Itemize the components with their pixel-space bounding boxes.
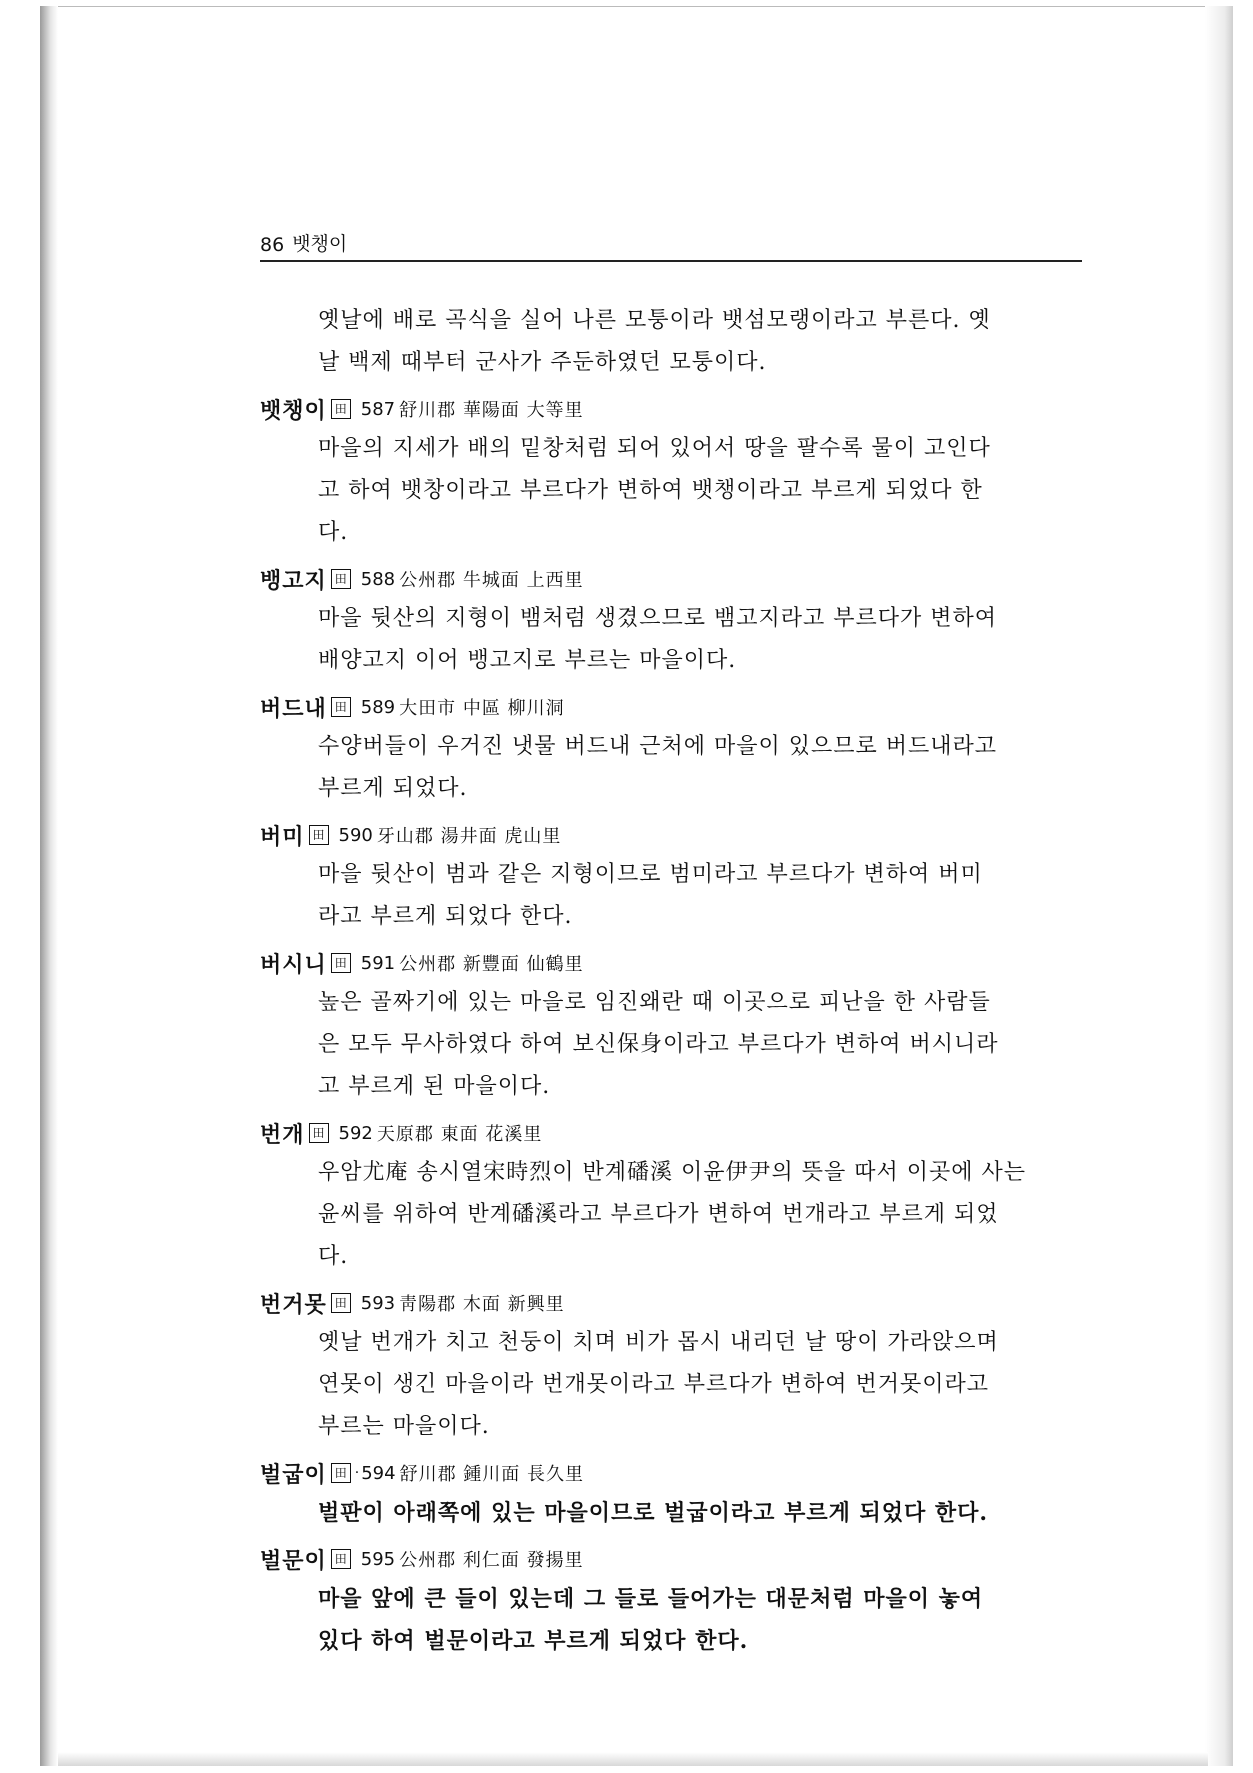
entry: [260, 1454, 1082, 1534]
village-marker-icon: 田: [331, 953, 351, 973]
entry-heading: [260, 688, 1082, 726]
entry-number: 592: [338, 1122, 373, 1144]
entry: [260, 1114, 1082, 1278]
village-marker-icon: 田: [331, 1463, 351, 1483]
entry-heading: [260, 390, 1082, 428]
body-line: 벌판이 아래쪽에 있는 마을이므로 벌굽이라고 부르게 되었다 한다.: [318, 1500, 989, 1526]
running-header: [260, 228, 1082, 262]
entry-place: 大田市 中區 柳川洞: [399, 698, 565, 719]
body-line: 라고 부르게 되었다 한다.: [318, 904, 573, 929]
entry-number: 595: [360, 1548, 396, 1570]
body-line: 다.: [318, 1244, 349, 1269]
entry-heading: [260, 944, 1082, 982]
entry-place: 公州郡 新豐面 仙鶴里: [399, 954, 584, 975]
body-line: 마을 뒷산의 지형이 뱀처럼 생겼으므로 뱀고지라고 부르다가 변하여: [318, 606, 998, 631]
village-marker-icon: 田: [331, 569, 351, 589]
running-title: 뱃챙이: [292, 233, 348, 255]
body-line: 마을의 지세가 배의 밑창처럼 되어 있어서 땅을 팔수록 물이 고인다: [318, 436, 991, 461]
entry-number: 587: [360, 398, 396, 420]
entry-heading: [260, 560, 1082, 598]
entry-place: 舒川郡 鍾川面 長久里: [399, 1464, 585, 1485]
body-line: 은 모두 무사하였다 하여 보신保身이라고 부르다가 변하여 버시니라: [318, 1032, 999, 1057]
page-number: 86: [260, 234, 285, 256]
entry: [260, 1540, 1082, 1662]
entry-number: 589: [360, 696, 396, 718]
entry: [260, 816, 1082, 938]
entry: [260, 944, 1082, 1108]
body-line: 있다 하여 벌문이라고 부르게 되었다 한다.: [318, 1628, 749, 1654]
body-line: 부르게 되었다.: [318, 776, 468, 801]
body-line: 높은 골짜기에 있는 마을로 임진왜란 때 이곳으로 피난을 한 사람들: [318, 990, 991, 1015]
village-marker-icon: 田: [309, 825, 329, 845]
village-marker-icon: 田: [331, 697, 351, 717]
village-marker-icon: 田: [331, 1549, 351, 1569]
entry-number: 590: [338, 824, 373, 846]
entry: [260, 390, 1082, 554]
entry-term: 버드내: [260, 696, 327, 722]
page-edge-right: [1205, 6, 1233, 1766]
body-line: 고 부르게 된 마을이다.: [318, 1074, 551, 1099]
intro-paragraph: [260, 300, 1082, 384]
body-line: 다.: [318, 520, 349, 545]
dictionary-content: [260, 300, 1082, 1662]
entry-term: 번개: [260, 1122, 305, 1148]
body-line: 옛날 번개가 치고 천둥이 치며 비가 몹시 내리던 날 땅이 가라앉으며: [318, 1330, 999, 1355]
entry-place: 牙山郡 湯井面 虎山里: [376, 826, 562, 847]
entry-term: 벌굽이: [260, 1462, 327, 1488]
body-line: 우암尤庵 송시열宋時烈이 반계磻溪 이윤伊尹의 뜻을 따서 이곳에 사는: [318, 1160, 1026, 1185]
body-line: 윤씨를 위하여 반계磻溪라고 부르다가 변하여 번개라고 부르게 되었: [318, 1202, 999, 1227]
dot-mark: ·: [354, 1465, 360, 1481]
body-line: 부르는 마을이다.: [318, 1414, 490, 1439]
page-edge-bottom: [58, 1752, 1208, 1766]
entry: [260, 1284, 1082, 1448]
entry-heading: [260, 816, 1082, 854]
entry-number: 588: [360, 568, 396, 590]
entry-term: 버미: [260, 824, 305, 850]
entry-term: 뱅고지: [260, 568, 327, 594]
entry-place: 舒川郡 華陽面 大等里: [399, 400, 584, 421]
entry-heading: [260, 1284, 1082, 1322]
entry-heading: [260, 1454, 1082, 1492]
entry-place: 公州郡 牛城面 上西里: [399, 570, 584, 591]
entry: [260, 688, 1082, 810]
village-marker-icon: 田: [331, 1293, 351, 1313]
entry-number: 594: [361, 1462, 396, 1484]
page-edge-left: [40, 6, 58, 1766]
entry-term: 번거못: [260, 1292, 327, 1318]
body-line: 고 하여 뱃창이라고 부르다가 변하여 뱃챙이라고 부르게 되었다 한: [318, 478, 983, 503]
entry-place: 公州郡 利仁面 發揚里: [399, 1550, 584, 1571]
village-marker-icon: 田: [331, 399, 351, 419]
entry-term: 버시니: [260, 952, 327, 978]
entry: [260, 560, 1082, 682]
entry-place: 天原郡 東面 花溪里: [376, 1124, 543, 1145]
body-line: 옛날에 배로 곡식을 실어 나른 모퉁이라 뱃섬모랭이라고 부른다. 옛: [318, 308, 991, 333]
entry-heading: [260, 1114, 1082, 1152]
entry-term: 뱃챙이: [260, 398, 327, 424]
entry-number: 591: [360, 952, 396, 974]
body-line: 수양버들이 우거진 냇물 버드내 근처에 마을이 있으므로 버드내라고: [318, 734, 998, 759]
entry-heading: [260, 1540, 1082, 1578]
entry-place: 靑陽郡 木面 新興里: [399, 1294, 565, 1315]
body-line: 배양고지 이어 뱅고지로 부르는 마을이다.: [318, 648, 737, 673]
body-line: 마을 앞에 큰 들이 있는데 그 들로 들어가는 대문처럼 마을이 놓여: [318, 1586, 984, 1612]
body-line: 날 백제 때부터 군사가 주둔하였던 모퉁이다.: [318, 350, 767, 375]
village-marker-icon: 田: [309, 1123, 329, 1143]
entry-number: 593: [360, 1292, 396, 1314]
entry-term: 벌문이: [260, 1548, 327, 1574]
body-line: 연못이 생긴 마을이라 번개못이라고 부르다가 변하여 번거못이라고: [318, 1372, 990, 1397]
body-line: 마을 뒷산이 범과 같은 지형이므로 범미라고 부르다가 변하여 버미: [318, 862, 983, 887]
